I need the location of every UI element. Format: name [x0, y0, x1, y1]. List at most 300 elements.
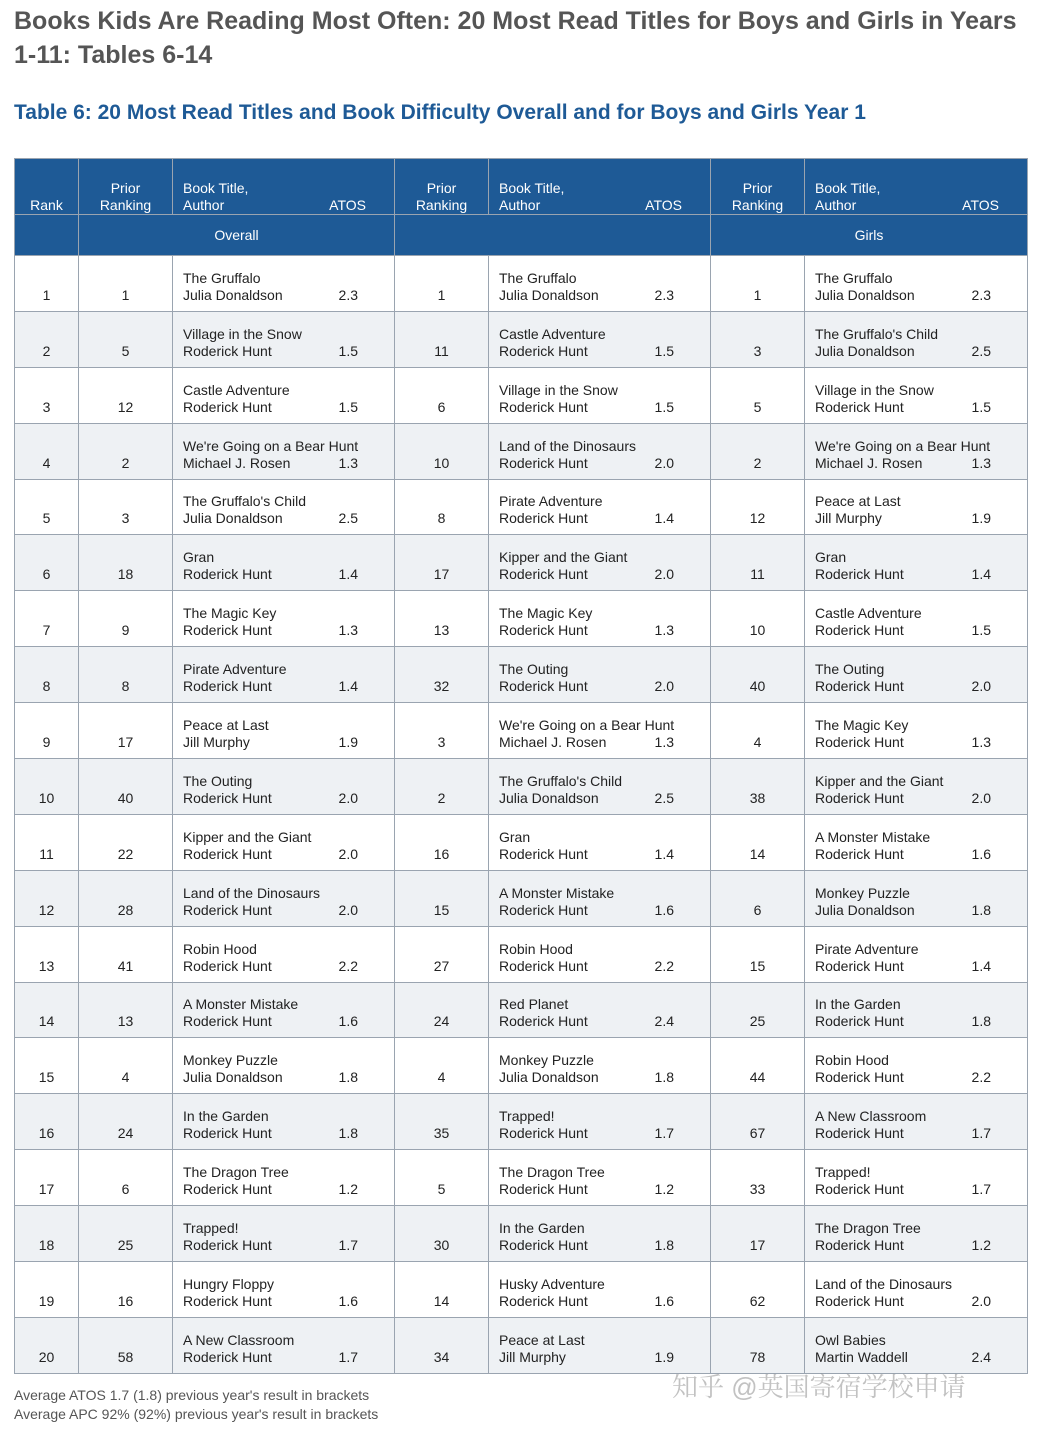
rank-cell: 19	[15, 1262, 79, 1318]
atos-value: 1.4	[338, 566, 358, 583]
book-author: Roderick Hunt	[499, 1013, 588, 1030]
overall-book-cell	[173, 703, 395, 759]
book-author: Roderick Hunt	[183, 1181, 272, 1198]
atos-value: 1.8	[654, 1237, 674, 1254]
book-title: The Dragon Tree	[183, 1164, 289, 1181]
book-title: Pirate Adventure	[815, 940, 919, 957]
overall-book-cell	[173, 479, 395, 535]
atos-value: 2.5	[971, 342, 991, 359]
book-title: Monkey Puzzle	[499, 1052, 594, 1069]
girls-prior-cell: 5	[711, 367, 805, 423]
boys-prior-cell: 5	[395, 1150, 489, 1206]
boys-prior-cell: 8	[395, 479, 489, 535]
overall-book-cell	[173, 647, 395, 703]
table-row	[15, 479, 1028, 535]
boys-book-cell	[489, 1206, 711, 1262]
rank-cell: 4	[15, 423, 79, 479]
overall-book-cell	[173, 759, 395, 815]
overall-prior-cell: 24	[79, 1094, 173, 1150]
boys-prior-cell: 10	[395, 423, 489, 479]
book-title: In the Garden	[499, 1220, 585, 1237]
boys-book-cell	[489, 311, 711, 367]
atos-value: 1.4	[654, 845, 674, 862]
overall-book-cell	[173, 1262, 395, 1318]
book-author: Julia Donaldson	[815, 901, 915, 918]
book-title: The Outing	[183, 772, 253, 789]
book-author: Roderick Hunt	[499, 1181, 588, 1198]
overall-prior-cell: 28	[79, 870, 173, 926]
overall-prior-cell: 2	[79, 423, 173, 479]
atos-value: 1.5	[338, 398, 358, 415]
boys-book-cell	[489, 367, 711, 423]
book-author: Roderick Hunt	[499, 1292, 588, 1309]
overall-book-header: Book Title, Author ATOS	[173, 159, 395, 215]
atos-value: 1.3	[971, 734, 991, 751]
book-title: A Monster Mistake	[499, 884, 615, 901]
book-title: We're Going on a Bear Hunt	[815, 437, 991, 454]
book-author: Roderick Hunt	[815, 1013, 904, 1030]
girls-prior-cell: 78	[711, 1317, 805, 1373]
overall-prior-cell: 9	[79, 591, 173, 647]
overall-book-cell	[173, 1038, 395, 1094]
book-title: In the Garden	[183, 1108, 269, 1125]
book-title: Trapped!	[815, 1164, 871, 1181]
book-title: The Magic Key	[183, 605, 277, 622]
atos-value: 2.5	[338, 510, 358, 527]
book-title: The Gruffalo	[815, 269, 893, 286]
book-title: Monkey Puzzle	[815, 884, 910, 901]
overall-book-cell	[173, 926, 395, 982]
atos-value: 1.7	[338, 1237, 358, 1254]
overall-group-header: Overall	[79, 215, 395, 256]
book-author: Roderick Hunt	[815, 734, 904, 751]
atos-value: 1.9	[971, 510, 991, 527]
atos-value: 1.5	[971, 622, 991, 639]
girls-prior-cell: 14	[711, 814, 805, 870]
boys-prior-cell: 27	[395, 926, 489, 982]
book-author: Roderick Hunt	[815, 1125, 904, 1142]
rank-cell: 2	[15, 311, 79, 367]
atos-value: 2.2	[338, 957, 358, 974]
boys-prior-cell: 14	[395, 1262, 489, 1318]
overall-prior-cell: 16	[79, 1262, 173, 1318]
atos-value: 1.3	[654, 734, 674, 751]
overall-book-cell	[173, 982, 395, 1038]
book-title: Gran	[183, 549, 215, 566]
book-title: A New Classroom	[815, 1108, 927, 1125]
book-title: Robin Hood	[499, 940, 573, 957]
atos-value: 1.7	[971, 1181, 991, 1198]
book-author: Roderick Hunt	[183, 789, 272, 806]
book-title: Kipper and the Giant	[815, 772, 944, 789]
book-title: Land of the Dinosaurs	[499, 437, 636, 454]
boys-prior-cell: 4	[395, 1038, 489, 1094]
girls-book-cell	[805, 703, 1028, 759]
book-title: Peace at Last	[815, 493, 901, 510]
book-author: Julia Donaldson	[499, 789, 599, 806]
boys-book-cell	[489, 647, 711, 703]
table-row	[15, 1317, 1028, 1373]
atos-value: 1.4	[971, 566, 991, 583]
girls-prior-cell: 1	[711, 256, 805, 312]
book-author: Roderick Hunt	[183, 398, 272, 415]
table-row	[15, 535, 1028, 591]
book-author: Michael J. Rosen	[183, 454, 291, 471]
atos-value: 2.0	[338, 901, 358, 918]
book-title: Village in the Snow	[499, 381, 618, 398]
atos-value: 2.0	[971, 789, 991, 806]
book-author: Julia Donaldson	[499, 1069, 599, 1086]
atos-value: 1.3	[338, 454, 358, 471]
book-author: Roderick Hunt	[183, 622, 272, 639]
atos-value: 1.5	[654, 398, 674, 415]
rank-cell: 1	[15, 256, 79, 312]
footnote-atos: Average ATOS 1.7 (1.8) previous year's result in brackets	[14, 1387, 370, 1403]
book-author: Roderick Hunt	[499, 566, 588, 583]
reading-table	[14, 158, 1028, 1374]
girls-book-cell	[805, 535, 1028, 591]
book-title: Hungry Floppy	[183, 1275, 275, 1292]
girls-book-cell	[805, 1094, 1028, 1150]
overall-book-cell	[173, 1317, 395, 1373]
table-title: Table 6: 20 Most Read Titles and Book Difficulty Overall and for Boys and Girls Year 1	[14, 101, 866, 124]
book-author: Roderick Hunt	[815, 1069, 904, 1086]
rank-cell: 6	[15, 535, 79, 591]
atos-value: 1.9	[338, 734, 358, 751]
boys-book-cell	[489, 1317, 711, 1373]
boys-book-cell	[489, 535, 711, 591]
rank-header: Rank	[15, 159, 79, 215]
girls-book-cell	[805, 1206, 1028, 1262]
atos-value: 1.3	[654, 622, 674, 639]
book-title: We're Going on a Bear Hunt	[499, 717, 675, 734]
boys-prior-cell: 3	[395, 703, 489, 759]
table-row	[15, 423, 1028, 479]
book-title: A New Classroom	[183, 1331, 295, 1348]
boys-book-cell	[489, 1150, 711, 1206]
book-author: Roderick Hunt	[183, 901, 272, 918]
atos-value: 2.4	[654, 1013, 674, 1030]
book-author: Julia Donaldson	[815, 342, 915, 359]
book-title: Gran	[815, 549, 847, 566]
girls-book-cell	[805, 423, 1028, 479]
rank-cell: 20	[15, 1317, 79, 1373]
book-author: Michael J. Rosen	[815, 454, 923, 471]
rank-cell: 8	[15, 647, 79, 703]
atos-value: 1.9	[654, 1348, 674, 1365]
girls-prior-cell: 44	[711, 1038, 805, 1094]
book-title: Trapped!	[499, 1108, 555, 1125]
atos-value: 2.0	[971, 678, 991, 695]
book-title: The Magic Key	[815, 717, 909, 734]
overall-prior-cell: 3	[79, 479, 173, 535]
book-author: Roderick Hunt	[183, 678, 272, 695]
overall-book-cell	[173, 814, 395, 870]
boys-book-cell	[489, 256, 711, 312]
book-author: Jill Murphy	[499, 1348, 566, 1365]
rank-cell: 17	[15, 1150, 79, 1206]
book-author: Jill Murphy	[183, 734, 250, 751]
book-title: The Outing	[815, 661, 885, 678]
book-author: Roderick Hunt	[815, 678, 904, 695]
book-title: Kipper and the Giant	[499, 549, 628, 566]
book-author: Roderick Hunt	[183, 342, 272, 359]
group-header-row	[15, 215, 1028, 256]
boys-book-cell	[489, 926, 711, 982]
overall-book-cell	[173, 591, 395, 647]
book-title: Monkey Puzzle	[183, 1052, 278, 1069]
girls-prior-cell: 6	[711, 870, 805, 926]
atos-value: 1.2	[338, 1181, 358, 1198]
atos-value: 2.3	[654, 286, 674, 303]
boys-book-header: Book Title, Author ATOS	[489, 159, 711, 215]
atos-value: 2.3	[338, 286, 358, 303]
girls-book-cell	[805, 1262, 1028, 1318]
book-author: Roderick Hunt	[815, 1292, 904, 1309]
book-author: Roderick Hunt	[499, 845, 588, 862]
girls-book-cell	[805, 367, 1028, 423]
overall-book-cell	[173, 423, 395, 479]
rank-cell: 5	[15, 479, 79, 535]
girls-prior-cell: 25	[711, 982, 805, 1038]
table-row	[15, 814, 1028, 870]
book-author: Julia Donaldson	[183, 1069, 283, 1086]
atos-value: 1.2	[971, 1237, 991, 1254]
atos-value: 1.4	[654, 510, 674, 527]
atos-value: 2.0	[654, 566, 674, 583]
atos-value: 1.7	[971, 1125, 991, 1142]
boys-prior-cell: 6	[395, 367, 489, 423]
book-author: Roderick Hunt	[499, 454, 588, 471]
book-author: Jill Murphy	[815, 510, 882, 527]
boys-prior-cell: 13	[395, 591, 489, 647]
book-author: Roderick Hunt	[499, 622, 588, 639]
table-row	[15, 367, 1028, 423]
book-title: The Dragon Tree	[815, 1220, 921, 1237]
girls-book-cell	[805, 256, 1028, 312]
girls-book-cell	[805, 1317, 1028, 1373]
boys-prior-cell: 30	[395, 1206, 489, 1262]
book-title: The Gruffalo's Child	[499, 772, 623, 789]
rank-cell: 7	[15, 591, 79, 647]
overall-prior-cell: 12	[79, 367, 173, 423]
boys-prior-cell: 34	[395, 1317, 489, 1373]
boys-book-cell	[489, 982, 711, 1038]
book-author: Roderick Hunt	[499, 1237, 588, 1254]
table-row	[15, 647, 1028, 703]
book-title: Gran	[499, 828, 531, 845]
atos-value: 1.3	[338, 622, 358, 639]
boys-group-header	[395, 215, 711, 256]
book-author: Roderick Hunt	[815, 845, 904, 862]
table-row	[15, 1038, 1028, 1094]
atos-value: 1.5	[654, 342, 674, 359]
book-title: Peace at Last	[183, 717, 269, 734]
boys-prior-cell: 17	[395, 535, 489, 591]
overall-prior-cell: 1	[79, 256, 173, 312]
boys-book-cell	[489, 759, 711, 815]
girls-prior-cell: 62	[711, 1262, 805, 1318]
overall-prior-cell: 58	[79, 1317, 173, 1373]
book-author: Roderick Hunt	[499, 901, 588, 918]
table-row	[15, 591, 1028, 647]
boys-book-cell	[489, 814, 711, 870]
boys-book-cell	[489, 1038, 711, 1094]
overall-prior-cell: 25	[79, 1206, 173, 1262]
atos-value: 1.6	[654, 901, 674, 918]
girls-prior-cell: 38	[711, 759, 805, 815]
book-author: Roderick Hunt	[815, 398, 904, 415]
atos-value: 1.8	[654, 1069, 674, 1086]
rank-cell: 15	[15, 1038, 79, 1094]
rank-cell: 16	[15, 1094, 79, 1150]
atos-value: 2.0	[971, 1292, 991, 1309]
atos-value: 1.3	[971, 454, 991, 471]
girls-book-cell	[805, 479, 1028, 535]
atos-value: 1.4	[971, 957, 991, 974]
table-row	[15, 256, 1028, 312]
book-author: Roderick Hunt	[183, 1348, 272, 1365]
table-row	[15, 1206, 1028, 1262]
overall-prior-cell: 5	[79, 311, 173, 367]
book-title: The Outing	[499, 661, 569, 678]
boys-book-cell	[489, 870, 711, 926]
book-author: Roderick Hunt	[815, 566, 904, 583]
overall-book-cell	[173, 311, 395, 367]
atos-value: 2.0	[654, 454, 674, 471]
girls-prior-cell: 12	[711, 479, 805, 535]
overall-prior-cell: 6	[79, 1150, 173, 1206]
girls-book-header: Book Title, Author ATOS	[805, 159, 1028, 215]
rank-cell: 13	[15, 926, 79, 982]
book-author: Roderick Hunt	[183, 957, 272, 974]
book-author: Roderick Hunt	[499, 678, 588, 695]
atos-value: 2.0	[654, 678, 674, 695]
atos-value: 1.6	[971, 845, 991, 862]
girls-prior-cell: 33	[711, 1150, 805, 1206]
overall-prior-cell: 18	[79, 535, 173, 591]
rank-cell: 18	[15, 1206, 79, 1262]
boys-prior-cell: 24	[395, 982, 489, 1038]
overall-book-cell	[173, 1150, 395, 1206]
boys-book-cell	[489, 479, 711, 535]
rank-cell: 11	[15, 814, 79, 870]
atos-value: 1.7	[654, 1125, 674, 1142]
book-title: In the Garden	[815, 996, 901, 1013]
girls-prior-cell: 17	[711, 1206, 805, 1262]
book-author: Roderick Hunt	[499, 510, 588, 527]
boys-prior-cell: 11	[395, 311, 489, 367]
atos-value: 1.5	[971, 398, 991, 415]
book-title: Husky Adventure	[499, 1275, 605, 1292]
girls-book-cell	[805, 870, 1028, 926]
book-author: Roderick Hunt	[499, 957, 588, 974]
overall-prior-cell: 22	[79, 814, 173, 870]
girls-prior-cell: 15	[711, 926, 805, 982]
atos-value: 1.2	[654, 1181, 674, 1198]
table-row	[15, 1150, 1028, 1206]
girls-book-cell	[805, 982, 1028, 1038]
book-author: Martin Waddell	[815, 1348, 908, 1365]
atos-value: 1.4	[338, 678, 358, 695]
book-title: Village in the Snow	[815, 381, 934, 398]
book-title: Kipper and the Giant	[183, 828, 312, 845]
table-row	[15, 1094, 1028, 1150]
girls-prior-cell: 3	[711, 311, 805, 367]
girls-prior-cell: 11	[711, 535, 805, 591]
book-title: The Gruffalo	[183, 269, 261, 286]
girls-book-cell	[805, 759, 1028, 815]
girls-prior-header: Prior Ranking	[711, 159, 805, 215]
atos-value: 1.5	[338, 342, 358, 359]
book-author: Julia Donaldson	[499, 286, 599, 303]
overall-book-cell	[173, 1094, 395, 1150]
book-title: Robin Hood	[815, 1052, 889, 1069]
overall-prior-cell: 17	[79, 703, 173, 759]
overall-book-cell	[173, 870, 395, 926]
book-title: The Gruffalo's Child	[815, 325, 939, 342]
book-author: Roderick Hunt	[183, 845, 272, 862]
overall-prior-cell: 4	[79, 1038, 173, 1094]
table-row	[15, 311, 1028, 367]
table-row	[15, 703, 1028, 759]
overall-prior-cell: 41	[79, 926, 173, 982]
girls-group-header: Girls	[711, 215, 1028, 256]
book-title: The Dragon Tree	[499, 1164, 605, 1181]
boys-book-cell	[489, 1094, 711, 1150]
boys-prior-cell: 32	[395, 647, 489, 703]
rank-cell: 10	[15, 759, 79, 815]
book-author: Roderick Hunt	[815, 1181, 904, 1198]
book-title: Village in the Snow	[183, 325, 302, 342]
book-title: Land of the Dinosaurs	[815, 1275, 952, 1292]
girls-book-cell	[805, 1150, 1028, 1206]
book-author: Roderick Hunt	[499, 342, 588, 359]
table-row	[15, 982, 1028, 1038]
rank-cell: 14	[15, 982, 79, 1038]
boys-prior-cell: 1	[395, 256, 489, 312]
rank-cell: 12	[15, 870, 79, 926]
atos-value: 1.6	[338, 1292, 358, 1309]
book-author: Julia Donaldson	[815, 286, 915, 303]
atos-value: 1.7	[338, 1348, 358, 1365]
girls-prior-cell: 4	[711, 703, 805, 759]
overall-prior-cell: 8	[79, 647, 173, 703]
girls-book-cell	[805, 591, 1028, 647]
footnote-apc: Average APC 92% (92%) previous year's result in brackets	[14, 1406, 379, 1422]
atos-value: 1.8	[338, 1125, 358, 1142]
boys-book-cell	[489, 1262, 711, 1318]
book-author: Roderick Hunt	[499, 398, 588, 415]
girls-book-cell	[805, 814, 1028, 870]
book-author: Roderick Hunt	[499, 1125, 588, 1142]
rank-group-header	[15, 215, 79, 256]
girls-book-cell	[805, 311, 1028, 367]
atos-value: 2.5	[654, 789, 674, 806]
overall-book-cell	[173, 256, 395, 312]
girls-prior-cell: 40	[711, 647, 805, 703]
atos-value: 1.6	[338, 1013, 358, 1030]
boys-prior-cell: 2	[395, 759, 489, 815]
book-title: Castle Adventure	[815, 605, 922, 622]
watermark: 知乎 @英国寄宿学校申请	[672, 1372, 966, 1402]
book-title: Owl Babies	[815, 1331, 886, 1348]
book-title: A Monster Mistake	[815, 828, 931, 845]
atos-value: 1.8	[971, 1013, 991, 1030]
table-row	[15, 870, 1028, 926]
rank-cell: 3	[15, 367, 79, 423]
atos-value: 2.2	[971, 1069, 991, 1086]
